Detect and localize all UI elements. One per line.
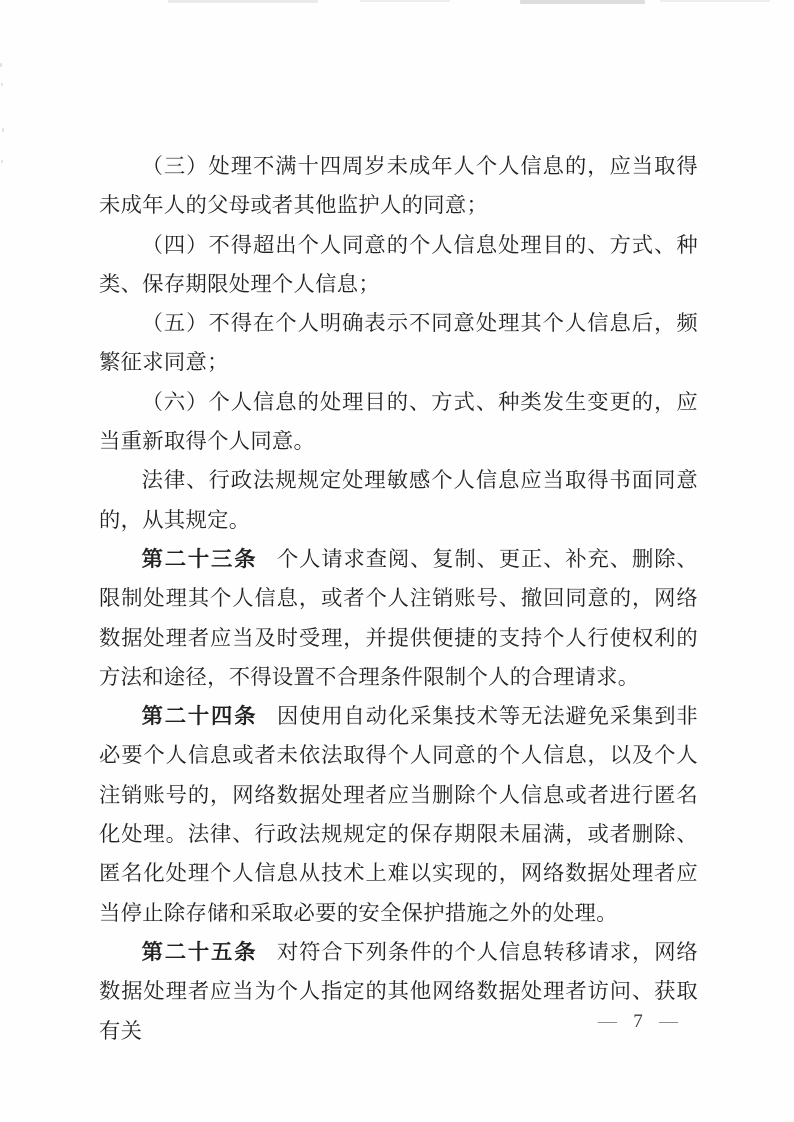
scan-artifact <box>520 0 645 4</box>
paragraph <box>99 304 698 383</box>
scan-artifact <box>360 0 450 2</box>
page-footer <box>598 1010 678 1034</box>
paragraph-text: （六）个人信息的处理目的、方式、种类发生变更的，应当重新取得个人同意。 <box>99 389 698 454</box>
scan-artifact <box>168 0 318 3</box>
scan-artifact <box>1 83 3 86</box>
paragraph <box>99 383 698 462</box>
scan-artifact <box>660 0 770 2</box>
article-number: 第二十五条 <box>141 939 258 964</box>
page-number: 7 <box>633 1011 643 1032</box>
paragraph-text: 因使用自动化采集技术等无法避免采集到非必要个人信息或者未依法取得个人同意的个人信息，以及个人注销账号的，网络数据处理者应当删除个人信息或者进行匿名化处理。法律、行政法规规定的保存期限未届满，或者删除、匿名化处理个人信息从技术上难以实现的，网络数据处理者应当停止除存储和采取必要的安全保护措施之外的处理。 <box>99 704 698 925</box>
paragraph-text: （三）处理不满十四周岁未成年人个人信息的，应当取得未成年人的父母或者其他监护人的同意； <box>99 154 698 218</box>
scan-artifact <box>1 160 3 163</box>
footer-dash-right: — <box>659 1011 678 1032</box>
document-body <box>99 147 698 1051</box>
paragraph <box>99 540 698 697</box>
paragraph-text: 个人请求查阅、复制、更正、补充、删除、限制处理其个人信息，或者个人注销账号、撤回同意的，网络数据处理者应当及时受理，并提供便捷的支持个人行使权利的方法和途径，不得设置不合理条件限制个人的合理请求。 <box>99 546 698 689</box>
paragraph-text: 法律、行政法规规定处理敏感个人信息应当取得书面同意的，从其规定。 <box>99 468 698 532</box>
paragraph <box>99 147 698 226</box>
paragraph <box>99 461 698 540</box>
paragraph-text: 对符合下列条件的个人信息转移请求，网络数据处理者应当为个人指定的其他网络数据处理者访问、获取有关 <box>99 939 698 1043</box>
paragraph <box>99 226 698 305</box>
paragraph <box>99 697 698 933</box>
paragraph-text: （四）不得超出个人同意的个人信息处理目的、方式、种类、保存期限处理个人信息； <box>99 232 698 296</box>
scan-artifact <box>2 128 4 132</box>
paragraph-text: （五）不得在个人明确表示不同意处理其个人信息后，频繁征求同意； <box>99 311 698 375</box>
article-number: 第二十三条 <box>141 546 258 571</box>
footer-dash-left: — <box>598 1011 617 1032</box>
scan-artifact <box>0 63 2 67</box>
article-number: 第二十四条 <box>141 704 258 729</box>
